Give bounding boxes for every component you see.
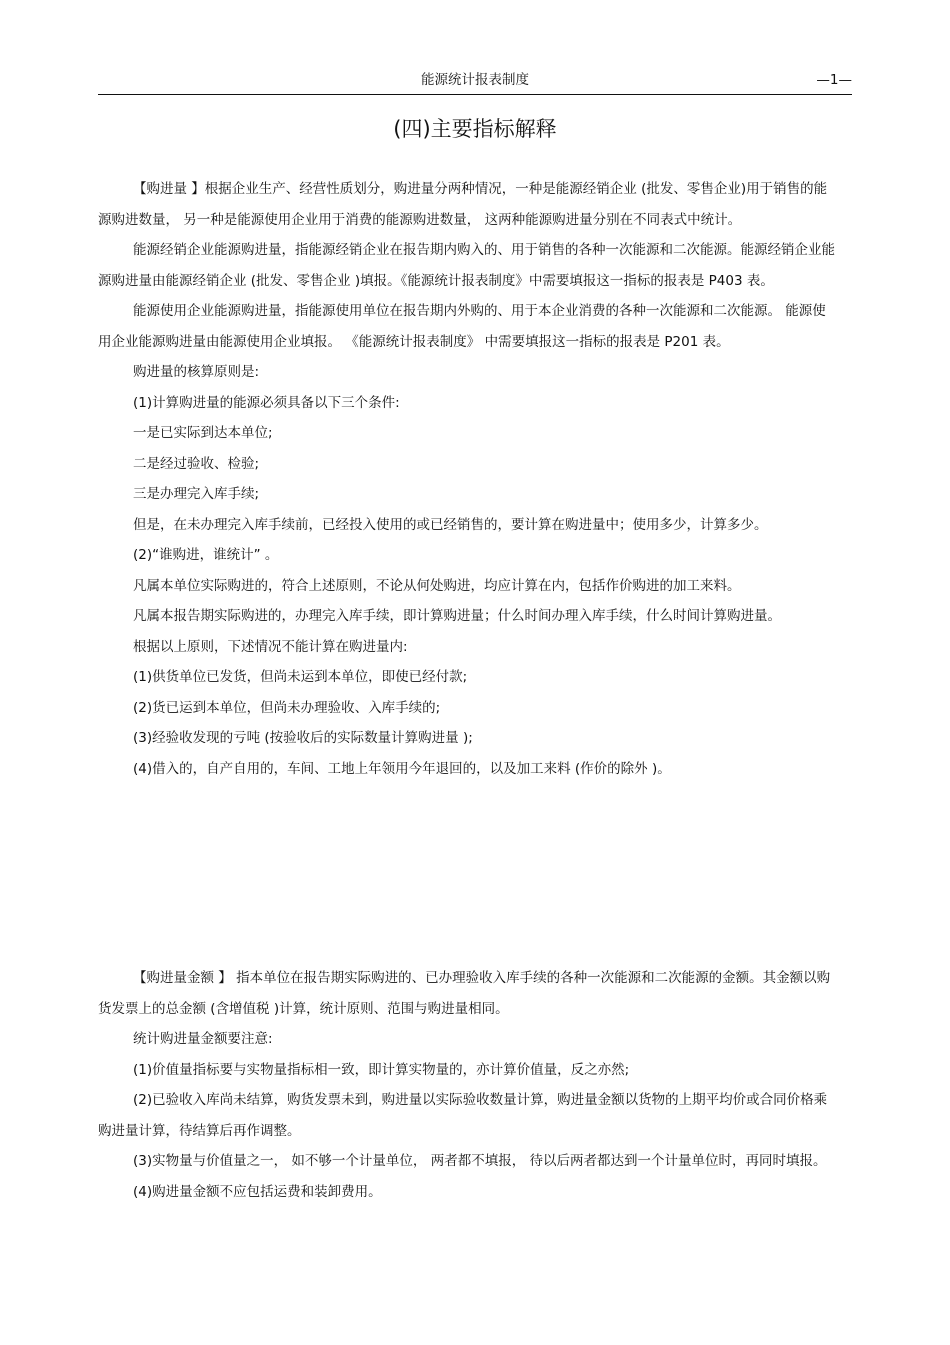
paragraph: (4)购进量金额不应包括运费和装卸费用。 [133,1183,382,1200]
paragraph: (3)实物量与价值量之一， 如不够一个计量单位， 两者都不填报， 待以后两者都达到一个计量单位时，再同时填报。 [133,1153,827,1169]
section-title: (四)主要指标解释 [393,117,557,141]
paragraph: 二是经过验收、检验; [133,455,260,472]
paragraph: (4)借入的，自产自用的，车间、工地上年领用今年退回的，以及加工来料 (作价的除外 )。 [133,760,671,777]
paragraph: (2)货已运到本单位，但尚未办理验收、入库手续的; [133,699,441,716]
paragraph: 统计购进量金额要注意: [133,1031,273,1047]
paragraph: 一是已实际到达本单位; [133,425,273,441]
paragraph: 【购进量 】根据企业生产、经营性质划分，购进量分两种情况，一种是能源经销企业 (批发、零售企业)用于销售的能源购进数量， 另一种是能源使用企业用于消费的能源购进数量， 这两种能源购进量分别在不同表式中统计。 [98,181,828,228]
paragraph: 能源使用企业能源购进量，指能源使用单位在报告期内外购的、用于本企业消费的各种一次能源和二次能源。 能源使用企业能源购进量由能源使用企业填报。 《能源统计报表制度》 中需要填报这一指标的报表是 P201 表。 [98,303,826,350]
paragraph: (1)计算购进量的能源必须具备以下三个条件: [133,394,400,411]
paragraph: (3)经验收发现的亏吨 (按验收后的实际数量计算购进量 ); [133,730,473,746]
paragraph: (1)供货单位已发货，但尚未运到本单位，即使已经付款; [133,669,468,685]
paragraph: 凡属本单位实际购进的，符合上述原则，不论从何处购进，均应计算在内，包括作价购进的加工来料。 [133,577,741,594]
section-purchase-amount [98,963,838,1207]
paragraph: 但是，在未办理完入库手续前，已经投入使用的或已经销售的，要计算在购进量中；使用多少，计算多少。 [133,516,768,533]
running-header-title: 能源统计报表制度 [421,72,529,88]
paragraph: (1)价值量指标要与实物量指标相一致，即计算实物量的，亦计算价值量，反之亦然; [133,1061,630,1078]
paragraph: 【购进量金额 】 指本单位在报告期实际购进的、已办理验收入库手续的各种一次能源和二次能源的金额。其金额以购货发票上的总金额 (含增值税 )计算，统计原则、范围与购进量相同。 [98,970,831,1017]
paragraph: 根据以上原则，下述情况不能计算在购进量内: [133,638,408,655]
paragraph: 能源经销企业能源购进量，指能源经销企业在报告期内购入的、用于销售的各种一次能源和二次能源。能源经销企业能源购进量由能源经销企业 (批发、零售企业 )填报。《能源统计报表制度》中需要填报这一指标的报表是 P403 表。 [98,242,835,289]
page-number: —1— [816,72,852,88]
paragraph: (2)已验收入库尚未结算，购货发票未到，购进量以实际验收数量计算，购进量金额以货物的上期平均价或合同价格乘购进量计算，待结算后再作调整。 [98,1092,828,1139]
section-purchase-quantity [98,174,838,784]
paragraph: 三是办理完入库手续; [133,486,260,502]
header-divider [98,94,852,95]
paragraph: (2)“谁购进，谁统计” 。 [133,547,279,563]
paragraph: 购进量的核算原则是: [133,364,260,380]
paragraph: 凡属本报告期实际购进的，办理完入库手续，即计算购进量；什么时间办理入库手续，什么时间计算购进量。 [133,608,781,624]
